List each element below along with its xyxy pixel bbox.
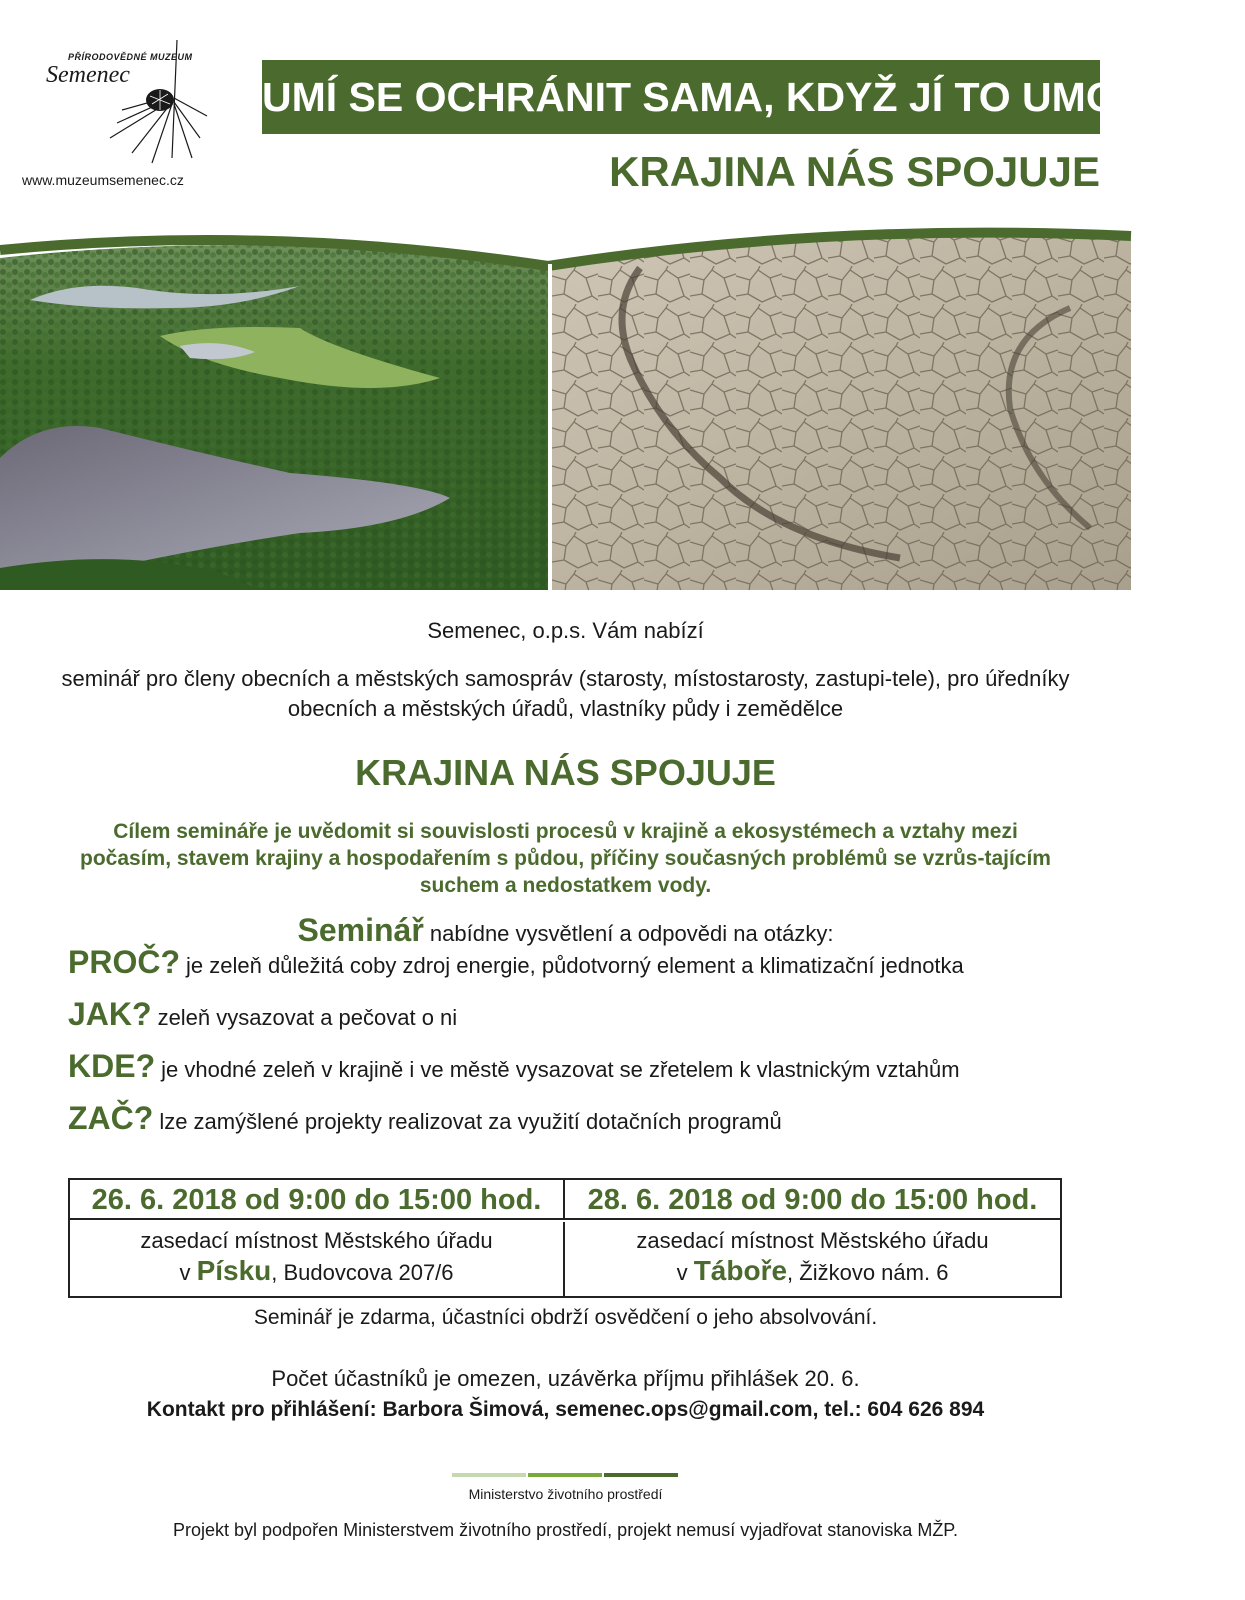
venue-place-cell (70, 1222, 565, 1296)
venue-address: , Žižkovo nám. 6 (787, 1260, 949, 1285)
venue-place: zasedací místnost Městského úřadu (140, 1228, 493, 1253)
support-note: Projekt byl podpořen Ministerstvem životního prostředí, projekt nemusí vyjadřovat stanoviska MŽP. (172, 1520, 958, 1540)
venue-city: Táboře (693, 1255, 788, 1286)
ministry-logo-bars (452, 1473, 678, 1477)
intro-text: Semenec, o.p.s. Vám nabízí (427, 618, 704, 643)
headline: UMÍ SE OCHRÁNIT SAMA, KDYŽ JÍ TO UMOŽNÍME (262, 74, 1245, 120)
logo-caption: PŘÍRODOVĚDNÉ MUZEUM (68, 52, 193, 62)
question-word: JAK? (68, 996, 152, 1032)
venue-prefix: v (676, 1260, 688, 1285)
venue-prefix: v (179, 1260, 191, 1285)
seminar-goal: Cílem semináře je uvědomit si souvislosti procesů v krajině a ekosystémech a vztahy mezi počasím, stavem krajiny a hospodařením s půdou, příčiny současných problémů se vzrůs-tajícím suchem a nedostatkem vody. (80, 820, 1051, 897)
venue-address: , Budovcova 207/6 (271, 1260, 454, 1285)
seminar-word: Seminář (297, 912, 424, 948)
question-word: KDE? (68, 1048, 156, 1084)
question-text: je zeleň důležitá coby zdroj energie, půdotvorný element a klimatizační jednotka (186, 953, 964, 978)
question-text: je vhodné zeleň v krajině i ve městě vysazovat se zřetelem k vlastnickým vztahům (161, 1057, 960, 1082)
venue-table (68, 1178, 1062, 1298)
question-text: lze zamýšlené projekty realizovat za využití dotačních programů (159, 1109, 782, 1134)
landscape-photos (0, 228, 1131, 590)
question-row (68, 996, 457, 1033)
question-row (68, 1100, 782, 1137)
venue-city: Písku (196, 1255, 272, 1286)
headline-banner (262, 60, 1245, 134)
question-row (68, 944, 964, 981)
venue-place-cell (565, 1222, 1060, 1296)
venue-date: 28. 6. 2018 od 9:00 do 15:00 hod. (587, 1184, 1038, 1216)
capacity-note: Počet účastníků je omezen, uzávěrka příjmu přihlášek 20. 6. (271, 1366, 860, 1391)
free-note: Seminář je zdarma, účastníci obdrží osvědčení o jeho absolvování. (253, 1306, 878, 1329)
question-word: PROČ? (68, 944, 180, 980)
seminar-rest: nabídne vysvětlení a odpovědi na otázky: (429, 921, 834, 946)
website-link[interactable]: www.muzeumsemenec.cz (22, 172, 184, 188)
question-word: ZAČ? (68, 1100, 154, 1136)
logo-name: Semenec (46, 62, 130, 88)
contact-info: Kontakt pro přihlášení: Barbora Šimová, semenec.ops@gmail.com, tel.: 604 626 894 (146, 1398, 985, 1421)
venue-date-cell (565, 1180, 1060, 1220)
question-text: zeleň vysazovat a pečovat o ni (157, 1005, 458, 1030)
audience-text: seminář pro členy obecních a městských samospráv (starosty, místostarosty, zastupi-tele), pro úředníky obecních a městských úřadů, vlastníky půdy i zemědělce (61, 666, 1070, 721)
venue-date: 26. 6. 2018 od 9:00 do 15:00 hod. (91, 1184, 542, 1216)
question-row (68, 1048, 960, 1085)
ministry-name: Ministerstvo životního prostředí (468, 1486, 663, 1502)
seminar-title: KRAJINA NÁS SPOJUJE (355, 752, 776, 793)
venue-date-cell (70, 1180, 565, 1220)
venue-place: zasedací místnost Městského úřadu (636, 1228, 989, 1253)
subtitle: KRAJINA NÁS SPOJUJE (609, 148, 1100, 195)
